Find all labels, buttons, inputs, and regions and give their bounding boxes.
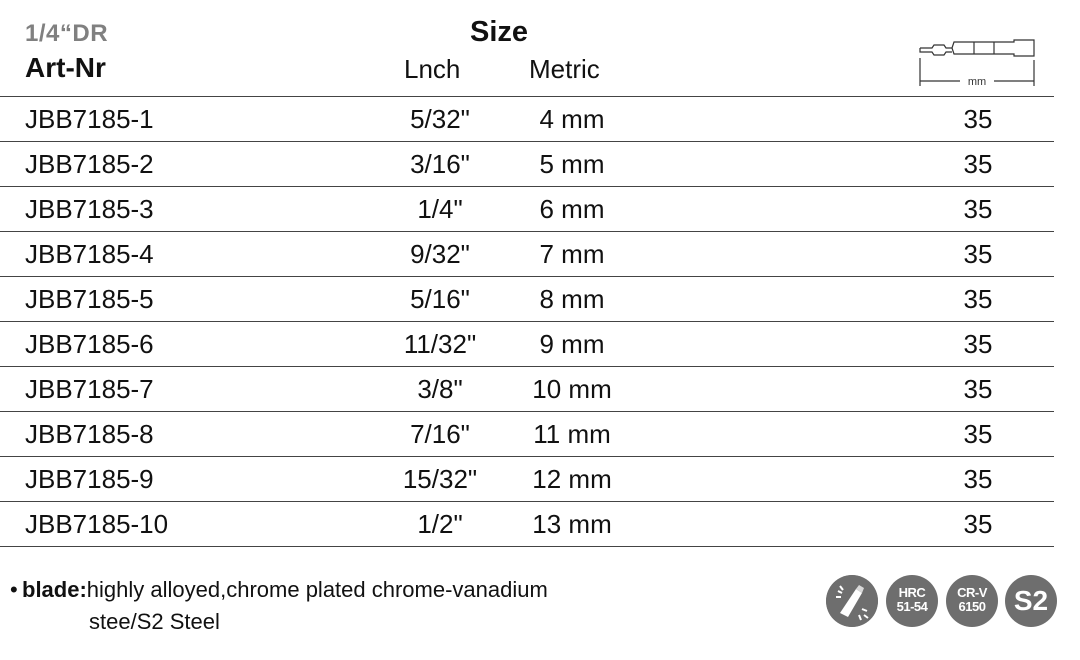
table-row bbox=[0, 321, 1054, 366]
metric-size-cell: 8 mm bbox=[539, 284, 605, 314]
length-cell: 35 bbox=[963, 329, 993, 359]
note-label: blade: bbox=[22, 577, 87, 602]
crv-badge-line1: CR-V bbox=[957, 585, 987, 600]
inch-size-cell: 5/16" bbox=[410, 284, 470, 314]
length-cell: 35 bbox=[963, 284, 993, 314]
table-row bbox=[0, 231, 1054, 276]
inch-subheader: Lnch bbox=[404, 54, 461, 84]
inch-size-cell: 3/16" bbox=[410, 149, 470, 179]
art-nr-header: Art-Nr bbox=[25, 52, 106, 83]
table-row bbox=[0, 366, 1054, 411]
metric-size-cell: 9 mm bbox=[539, 329, 605, 359]
table-row bbox=[0, 276, 1054, 321]
hrc-badge-line1: HRC bbox=[898, 585, 926, 600]
diagram-unit-label: mm bbox=[967, 76, 987, 88]
table-row bbox=[0, 411, 1054, 456]
art-nr-cell: JBB7185-3 bbox=[25, 194, 154, 224]
size-header: Size bbox=[470, 16, 529, 48]
inch-size-cell: 3/8" bbox=[417, 374, 463, 404]
art-nr-cell: JBB7185-10 bbox=[25, 509, 169, 539]
art-nr-cell: JBB7185-6 bbox=[25, 329, 154, 359]
hardened-tip-icon bbox=[826, 575, 878, 627]
metric-size-cell: 7 mm bbox=[539, 239, 605, 269]
length-cell: 35 bbox=[963, 149, 993, 179]
note-line-1: highly alloyed,chrome plated chrome-vanadium bbox=[86, 577, 548, 602]
art-nr-cell: JBB7185-2 bbox=[25, 149, 154, 179]
bit-length-diagram-icon bbox=[918, 36, 1038, 90]
length-cell: 35 bbox=[963, 464, 993, 494]
length-cell: 35 bbox=[963, 194, 993, 224]
table-row bbox=[0, 186, 1054, 231]
table-row bbox=[0, 141, 1054, 186]
length-cell: 35 bbox=[963, 509, 993, 539]
product-table bbox=[0, 96, 1054, 547]
inch-size-cell: 9/32" bbox=[410, 239, 470, 269]
note-line-2: stee/S2 Steel bbox=[89, 609, 220, 634]
drive-size-label: 1/4“DR bbox=[25, 20, 109, 47]
hrc-badge-icon bbox=[886, 575, 938, 627]
s2-badge-label: S2 bbox=[1013, 585, 1049, 616]
bullet-icon: • bbox=[10, 577, 18, 602]
blade-material-note bbox=[10, 574, 548, 606]
art-nr-cell: JBB7185-9 bbox=[25, 464, 154, 494]
table-row bbox=[0, 96, 1054, 141]
length-cell: 35 bbox=[963, 374, 993, 404]
crv-badge-icon bbox=[946, 575, 998, 627]
art-nr-cell: JBB7185-1 bbox=[25, 104, 154, 134]
length-cell: 35 bbox=[963, 419, 993, 449]
inch-size-cell: 15/32" bbox=[402, 464, 478, 494]
table-row bbox=[0, 501, 1054, 547]
s2-badge-icon bbox=[1005, 575, 1057, 627]
metric-size-cell: 4 mm bbox=[539, 104, 605, 134]
metric-size-cell: 12 mm bbox=[532, 464, 612, 494]
metric-size-cell: 5 mm bbox=[539, 149, 605, 179]
length-cell: 35 bbox=[963, 239, 993, 269]
inch-size-cell: 7/16" bbox=[410, 419, 470, 449]
metric-size-cell: 10 mm bbox=[532, 374, 612, 404]
crv-badge-line2: 6150 bbox=[958, 599, 986, 614]
metric-size-cell: 13 mm bbox=[532, 509, 612, 539]
inch-size-cell: 1/2" bbox=[417, 509, 463, 539]
hrc-badge-line2: 51-54 bbox=[896, 599, 928, 614]
art-nr-cell: JBB7185-4 bbox=[25, 239, 154, 269]
inch-size-cell: 11/32" bbox=[403, 329, 477, 359]
metric-subheader: Metric bbox=[529, 54, 600, 84]
inch-size-cell: 1/4" bbox=[417, 194, 463, 224]
table-row bbox=[0, 456, 1054, 501]
length-cell: 35 bbox=[963, 104, 993, 134]
metric-size-cell: 11 mm bbox=[533, 419, 611, 449]
inch-size-cell: 5/32" bbox=[410, 104, 470, 134]
metric-size-cell: 6 mm bbox=[539, 194, 605, 224]
art-nr-cell: JBB7185-8 bbox=[25, 419, 154, 449]
art-nr-cell: JBB7185-7 bbox=[25, 374, 154, 404]
art-nr-cell: JBB7185-5 bbox=[25, 284, 154, 314]
